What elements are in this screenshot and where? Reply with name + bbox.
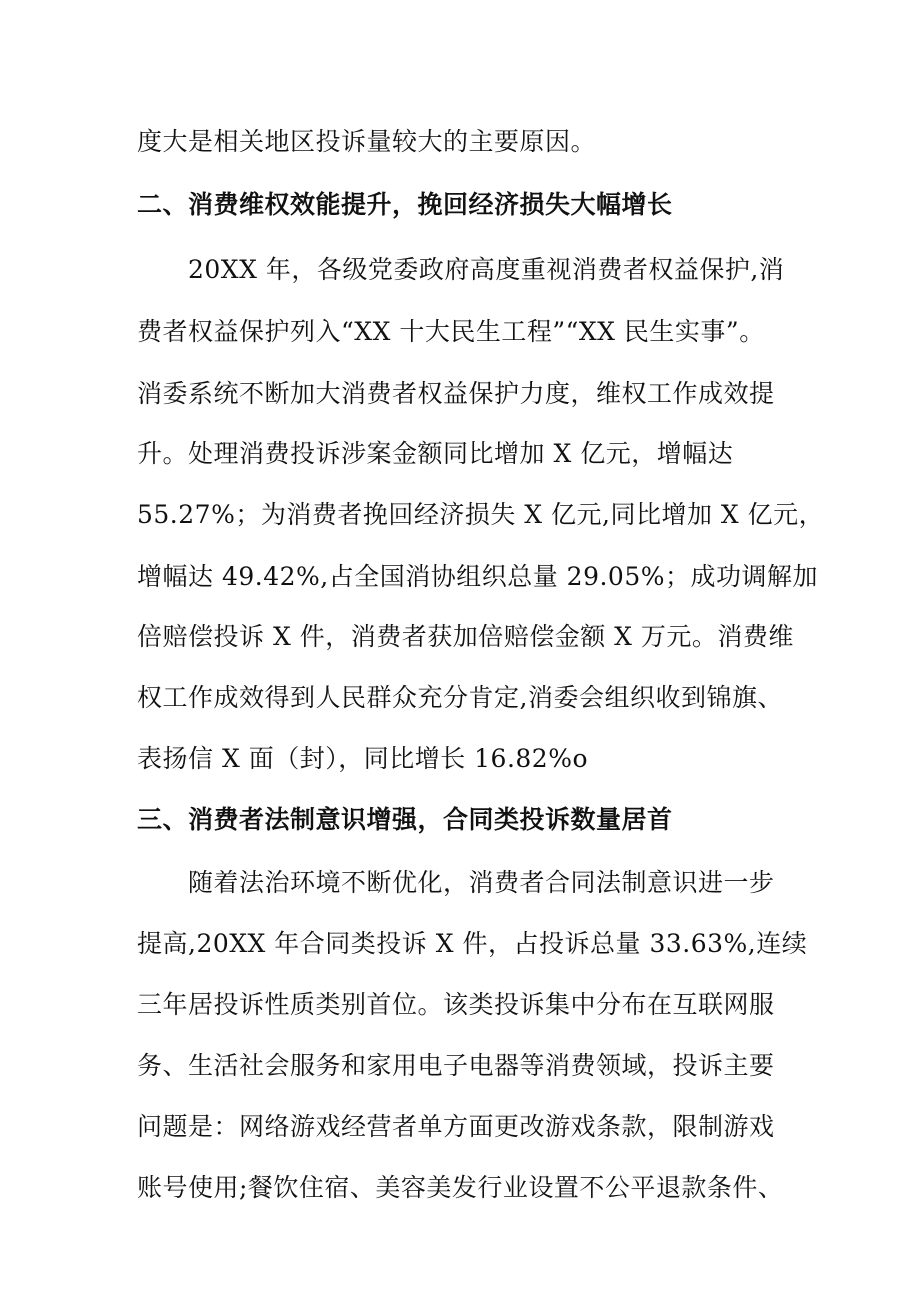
section-3-paragraph-line: 问题是：网络游戏经营者单方面更改游戏条款，限制游戏: [137, 1112, 775, 1141]
section-2-paragraph-line: 20XX 年，各级党委政府高度重视消费者权益保护,消: [188, 255, 785, 284]
section-2-paragraph-line: 费者权益保护列入“XX 十大民生工程”“XX 民生实事”。: [137, 317, 765, 346]
section-2-paragraph-line: 增幅达 49.42%,占全国消协组织总量 29.05%；成功调解加: [137, 562, 818, 591]
section-2-paragraph-line: 表扬信 X 面（封），同比增长 16.82%o: [137, 744, 589, 773]
section-2-paragraph-line: 消委系统不断加大消费者权益保护力度，维权工作成效提: [137, 379, 775, 408]
section-3-paragraph-line: 账号使用;餐饮住宿、美容美发行业设置不公平退款条件、: [137, 1173, 784, 1202]
section-3-paragraph-line: 务、生活社会服务和家用电子电器等消费领域，投诉主要: [137, 1051, 775, 1080]
section-2-paragraph-line: 权工作成效得到人民群众充分肯定,消委会组织收到锦旗、: [137, 683, 783, 712]
section-3-paragraph-line: 提高,20XX 年合同类投诉 X 件，占投诉总量 33.63%,连续: [137, 929, 808, 958]
section-2-paragraph-line: 55.27%；为消费者挽回经济损失 X 亿元,同比增加 X 亿元，: [137, 500, 825, 529]
paragraph-continuation-line: 度大是相关地区投诉量较大的主要原因。: [137, 127, 597, 156]
section-3-paragraph-line: 随着法治环境不断优化，消费者合同法制意识进一步: [188, 868, 775, 897]
section-3-heading: 三、消费者法制意识增强，合同类投诉数量居首: [137, 805, 673, 834]
section-3-paragraph-line: 三年居投诉性质类别首位。该类投诉集中分布在互联网服: [137, 990, 775, 1019]
section-2-heading: 二、消费维权效能提升，挽回经济损失大幅增长: [137, 190, 673, 219]
section-2-paragraph-line: 倍赔偿投诉 X 件，消费者获加倍赔偿金额 X 万元。消费维: [137, 622, 794, 651]
section-2-paragraph-line: 升。处理消费投诉涉案金额同比增加 X 亿元，增幅达: [137, 439, 734, 468]
